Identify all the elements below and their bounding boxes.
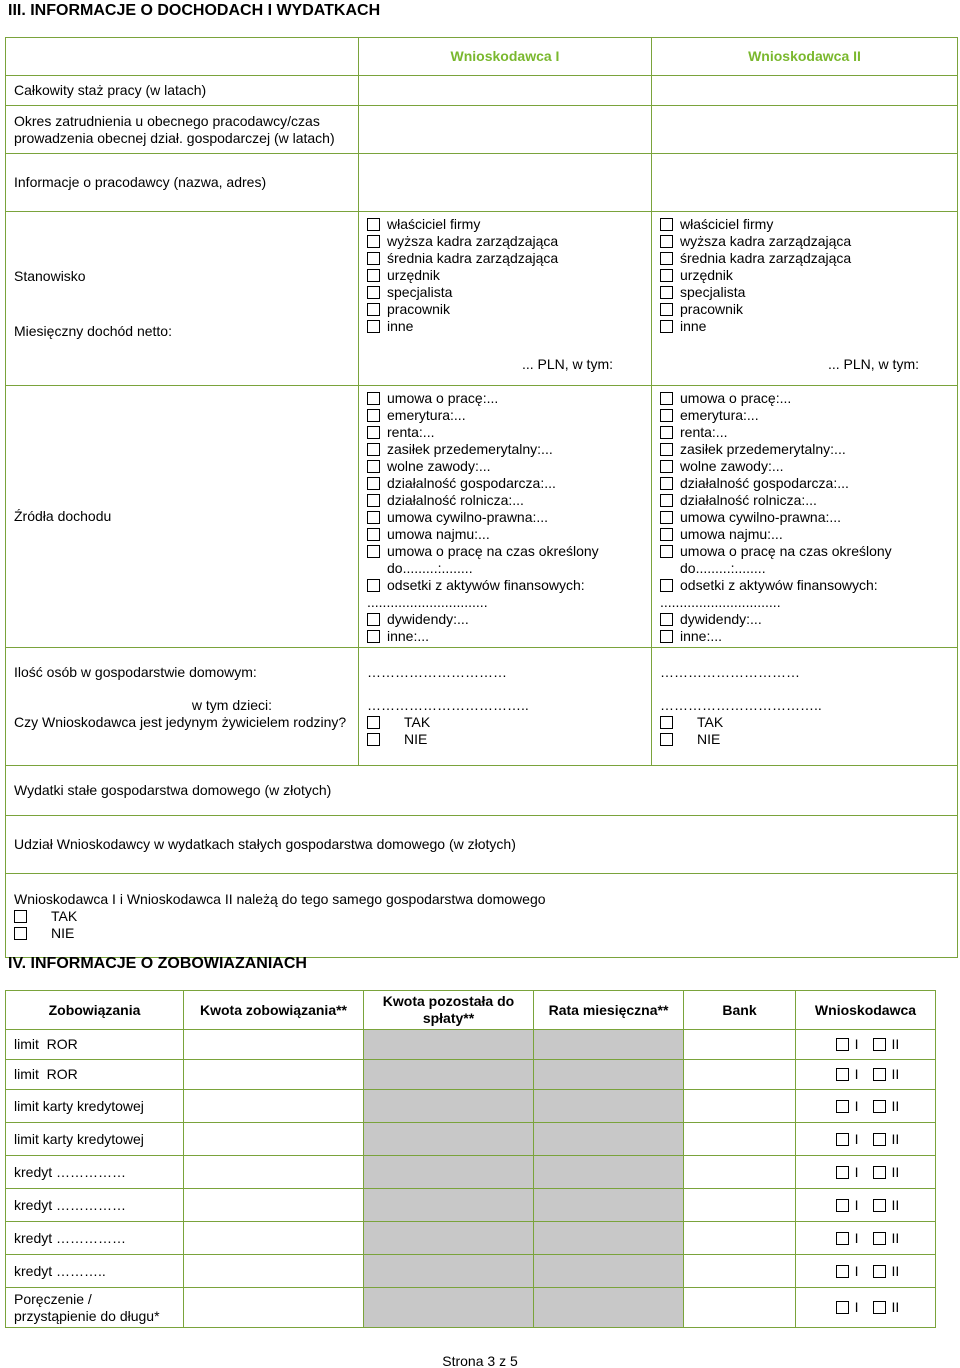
sources-2 (652, 386, 958, 648)
amount-cell[interactable] (184, 1189, 364, 1222)
amount-cell[interactable] (184, 1222, 364, 1255)
bank-cell[interactable] (684, 1255, 796, 1288)
source-option (367, 628, 643, 645)
input-employer-2[interactable] (652, 154, 958, 212)
section3-title: III. INFORMACJE O DOCHODACH I WYDATKACH (8, 2, 381, 19)
item-label: odsetki z aktywów finansowych: (387, 577, 585, 593)
applicant-ii-checkbox[interactable] (873, 1301, 886, 1314)
label-same-household: Wnioskodawca I i Wnioskodawca II należą do tego samego gospodarstwa domowego (14, 891, 546, 907)
checkbox[interactable] (367, 426, 380, 439)
applicant-ii-label: II (891, 1196, 900, 1213)
checkbox[interactable] (660, 630, 673, 643)
label-income: Miesięczny dochód netto: (14, 323, 172, 339)
checkbox[interactable] (660, 733, 673, 746)
item-label: dywidendy:... (387, 611, 469, 627)
applicant-i-label: I (854, 1163, 859, 1180)
checkbox[interactable] (660, 477, 673, 490)
item-label: zasiłek przedemerytalny:... (387, 441, 553, 457)
liability-type: limit ROR (6, 1060, 184, 1090)
liability-type: limit ROR (6, 1030, 184, 1060)
label-employment: Okres zatrudnienia u obecnego pracodawcy/czas prowadzenia obecnej dział. gospodarczej (w latach) (6, 106, 359, 154)
item-label: urzędnik (387, 267, 440, 283)
checkbox[interactable] (660, 579, 673, 592)
applicant-i-label: I (854, 1299, 859, 1315)
position-option (367, 301, 643, 318)
th-amount: Kwota zobowiązania** (184, 991, 364, 1030)
checkbox[interactable] (367, 613, 380, 626)
item-label: działalność gospodarcza:... (387, 475, 556, 491)
liability-type: Poręczenie / przystąpienie do długu* (6, 1288, 184, 1328)
label-position-income (6, 212, 359, 386)
applicant-i-checkbox[interactable] (836, 1068, 849, 1081)
household-1 (359, 648, 652, 766)
label-sources: Źródła dochodu (6, 386, 359, 648)
source-option (367, 475, 643, 492)
item-label: właściciel firmy (680, 216, 774, 232)
applicant-ii-label: II (891, 1036, 900, 1052)
source-option (367, 543, 643, 560)
income-amount (367, 356, 643, 373)
checkbox[interactable] (367, 269, 380, 282)
item-label: umowa cywilno-prawna:... (680, 509, 842, 525)
checkbox[interactable] (660, 460, 673, 473)
applicant-i-label: I (854, 1262, 859, 1279)
label-children: w tym dzieci: (191, 697, 272, 713)
positions-1 (359, 212, 652, 386)
installment-cell[interactable] (534, 1123, 684, 1156)
checkbox[interactable] (367, 303, 380, 316)
applicant-i-label: I (854, 1097, 859, 1114)
sole-earner-tak (660, 714, 949, 731)
label-seniority: Całkowity staż pracy (w latach) (6, 76, 359, 106)
bank-cell[interactable] (684, 1189, 796, 1222)
position-option (367, 267, 643, 284)
remaining-cell[interactable] (364, 1222, 534, 1255)
persons-dots (367, 664, 643, 681)
position-option (367, 284, 643, 301)
remaining-cell[interactable] (364, 1189, 534, 1222)
sole-earner-nie (367, 731, 643, 748)
table-row (6, 1090, 936, 1123)
header-empty (6, 38, 359, 76)
source-option (367, 509, 643, 526)
remaining-cell[interactable] (364, 1156, 534, 1189)
source-option (660, 492, 949, 509)
sources-1 (359, 386, 652, 648)
header-applicant-1: Wnioskodawca I (359, 38, 652, 76)
applicant-ii-checkbox[interactable] (873, 1199, 886, 1212)
applicant-choice (796, 1030, 936, 1060)
checkbox[interactable] (367, 235, 380, 248)
item-label: umowa najmu:... (387, 526, 490, 542)
item-label: umowa najmu:... (680, 526, 783, 542)
children-dots (367, 697, 643, 714)
item-label: inne (680, 318, 707, 334)
applicant-ii-label: II (891, 1262, 900, 1279)
amount-cell[interactable] (184, 1288, 364, 1328)
item-label: umowa o pracę na czas określony (387, 543, 599, 559)
item-label: ………………………… (660, 664, 800, 680)
table-row (6, 1123, 936, 1156)
input-seniority-2[interactable] (652, 76, 958, 106)
applicant-i-checkbox[interactable] (836, 1232, 849, 1245)
positions-2 (652, 212, 958, 386)
source-option (367, 526, 643, 543)
position-option (660, 233, 949, 250)
source-option (660, 407, 949, 424)
item-label: inne (387, 318, 414, 334)
applicant-i-checkbox[interactable] (836, 1038, 849, 1051)
checkbox[interactable] (660, 252, 673, 265)
remaining-cell[interactable] (364, 1060, 534, 1090)
item-label: ... PLN, w tym: (827, 356, 919, 372)
applicant-ii-checkbox[interactable] (873, 1166, 886, 1179)
checkbox[interactable] (367, 286, 380, 299)
page-footer: Strona 3 z 5 (442, 1353, 518, 1368)
position-option (660, 284, 949, 301)
bank-cell[interactable] (684, 1090, 796, 1123)
label-sole-earner: Czy Wnioskodawca jest jedynym żywicielem rodziny? (14, 714, 347, 730)
applicant-choice (796, 1156, 936, 1189)
position-option (660, 301, 949, 318)
bank-cell[interactable] (684, 1288, 796, 1328)
item-label: wyższa kadra zarządzająca (387, 233, 559, 249)
source-option (367, 492, 643, 509)
checkbox[interactable] (660, 443, 673, 456)
source-option (367, 424, 643, 441)
sole-earner-tak (367, 714, 643, 731)
item-label: średnia kadra zarządzająca (387, 250, 559, 266)
liability-type: kredyt …………… (6, 1189, 184, 1222)
item-label: ............................... (660, 594, 781, 610)
input-employment-1[interactable] (359, 106, 652, 154)
item-label: …………………………….. (367, 697, 529, 713)
applicant-i-label: I (854, 1196, 859, 1213)
item-label: emerytura:... (387, 407, 466, 423)
remaining-cell[interactable] (364, 1123, 534, 1156)
input-employment-2[interactable] (652, 106, 958, 154)
th-installment: Rata miesięczna** (534, 991, 684, 1030)
installment-cell[interactable] (534, 1189, 684, 1222)
applicant-choice (796, 1255, 936, 1288)
th-applicant: Wnioskodawca (796, 991, 936, 1030)
amount-cell[interactable] (184, 1060, 364, 1090)
applicant-ii-label: II (891, 1229, 900, 1246)
amount-cell[interactable] (184, 1030, 364, 1060)
source-option (660, 458, 949, 475)
item-label: średnia kadra zarządzająca (680, 250, 852, 266)
amount-cell[interactable] (184, 1255, 364, 1288)
bank-cell[interactable] (684, 1222, 796, 1255)
installment-cell[interactable] (534, 1255, 684, 1288)
position-option (367, 318, 643, 335)
checkbox[interactable] (660, 528, 673, 541)
income-table (5, 37, 958, 958)
installment-cell[interactable] (534, 1060, 684, 1090)
item-label: ………………………… (367, 664, 507, 680)
source-option (660, 475, 949, 492)
source-option (660, 543, 949, 560)
source-option (367, 390, 643, 407)
checkbox[interactable] (660, 303, 673, 316)
checkbox[interactable] (660, 426, 673, 439)
item-label: TAK (697, 714, 724, 730)
installment-cell[interactable] (534, 1288, 684, 1328)
position-option (367, 250, 643, 267)
checkbox[interactable] (660, 409, 673, 422)
applicant-ii-checkbox[interactable] (873, 1100, 886, 1113)
applicant-ii-checkbox[interactable] (873, 1265, 886, 1278)
checkbox[interactable] (660, 511, 673, 524)
position-option (660, 216, 949, 233)
checkbox[interactable] (660, 269, 673, 282)
item-label: wyższa kadra zarządzająca (680, 233, 852, 249)
checkbox[interactable] (367, 579, 380, 592)
checkbox[interactable] (660, 320, 673, 333)
checkbox[interactable] (660, 494, 673, 507)
item-label: działalność rolnicza:... (680, 492, 817, 508)
applicant-choice (796, 1288, 936, 1328)
checkbox[interactable] (367, 545, 380, 558)
applicant-i-checkbox[interactable] (836, 1265, 849, 1278)
checkbox[interactable] (367, 630, 380, 643)
household-2 (652, 648, 958, 766)
item-label: …………………………….. (660, 697, 822, 713)
checkbox[interactable] (660, 235, 673, 248)
item-label: NIE (404, 731, 428, 747)
applicant-i-label: I (854, 1130, 859, 1147)
applicant-i-checkbox[interactable] (836, 1133, 849, 1146)
source-option (660, 577, 949, 594)
item-label: zasiłek przedemerytalny:... (680, 441, 846, 457)
checkbox[interactable] (367, 477, 380, 490)
checkbox[interactable] (367, 460, 380, 473)
th-liabilities: Zobowiązania (6, 991, 184, 1030)
applicant-ii-label: II (891, 1097, 900, 1114)
remaining-cell[interactable] (364, 1030, 534, 1060)
label-share-expenses: Udział Wnioskodawcy w wydatkach stałych gospodarstwa domowego (w złotych) (6, 816, 958, 874)
remaining-cell[interactable] (364, 1090, 534, 1123)
checkbox[interactable] (660, 545, 673, 558)
checkbox[interactable] (660, 716, 673, 729)
label-employer: Informacje o pracodawcy (nazwa, adres) (6, 154, 359, 212)
applicant-ii-checkbox[interactable] (873, 1232, 886, 1245)
source-option (660, 390, 949, 407)
input-employer-1[interactable] (359, 154, 652, 212)
liability-type: kredyt …………… (6, 1222, 184, 1255)
bank-cell[interactable] (684, 1060, 796, 1090)
applicant-ii-checkbox[interactable] (873, 1068, 886, 1081)
item-label: działalność rolnicza:... (387, 492, 524, 508)
applicant-choice (796, 1222, 936, 1255)
source-option (367, 577, 643, 594)
position-option (660, 318, 949, 335)
table-row (6, 1189, 936, 1222)
applicant-i-label: I (854, 1036, 859, 1052)
item-label: inne:... (387, 628, 430, 644)
applicant-choice (796, 1189, 936, 1222)
bank-cell[interactable] (684, 1030, 796, 1060)
item-label: działalność gospodarcza:... (680, 475, 849, 491)
item-label: wolne zawody:... (387, 458, 491, 474)
checkbox[interactable] (660, 613, 673, 626)
item-label: renta:... (387, 424, 435, 440)
checkbox[interactable] (367, 443, 380, 456)
checkbox[interactable] (367, 409, 380, 422)
applicant-ii-label: II (891, 1299, 900, 1315)
applicant-ii-label: II (891, 1066, 900, 1082)
same-household-nie-checkbox[interactable] (14, 927, 27, 940)
item-label: renta:... (680, 424, 728, 440)
checkbox[interactable] (367, 733, 380, 746)
source-option (367, 407, 643, 424)
source-option (367, 441, 643, 458)
remaining-cell[interactable] (364, 1255, 534, 1288)
source-do (660, 560, 949, 577)
tak-label: TAK (51, 908, 78, 924)
item-label: dywidendy:... (680, 611, 762, 627)
applicant-choice (796, 1060, 936, 1090)
position-option (367, 233, 643, 250)
source-option (367, 611, 643, 628)
table-row (6, 1222, 936, 1255)
same-household (6, 874, 958, 958)
item-label: TAK (404, 714, 431, 730)
installment-cell[interactable] (534, 1222, 684, 1255)
source-option (660, 441, 949, 458)
item-label: odsetki z aktywów finansowych: (680, 577, 878, 593)
table-row (6, 1255, 936, 1288)
item-label: pracownik (387, 301, 451, 317)
source-dots (660, 594, 949, 611)
liability-type: limit karty kredytowej (6, 1090, 184, 1123)
applicant-choice (796, 1123, 936, 1156)
checkbox[interactable] (367, 716, 380, 729)
remaining-cell[interactable] (364, 1288, 534, 1328)
label-persons: Ilość osób w gospodarstwie domowym: (14, 664, 257, 680)
sole-earner-nie (660, 731, 949, 748)
liability-type: kredyt ……….. (6, 1255, 184, 1288)
checkbox[interactable] (367, 511, 380, 524)
income-amount (660, 356, 949, 373)
source-dots (367, 594, 643, 611)
amount-cell[interactable] (184, 1156, 364, 1189)
same-household-tak-checkbox[interactable] (14, 910, 27, 923)
table-row (6, 1156, 936, 1189)
installment-cell[interactable] (534, 1156, 684, 1189)
checkbox[interactable] (367, 252, 380, 265)
checkbox[interactable] (367, 320, 380, 333)
installment-cell[interactable] (534, 1030, 684, 1060)
applicant-i-checkbox[interactable] (836, 1166, 849, 1179)
persons-dots (660, 664, 949, 681)
bank-cell[interactable] (684, 1156, 796, 1189)
item-label: do.........:........ (387, 560, 473, 576)
item-label: NIE (697, 731, 721, 747)
checkbox[interactable] (367, 528, 380, 541)
item-label: ............................... (367, 594, 488, 610)
nie-label: NIE (51, 925, 75, 941)
source-option (660, 611, 949, 628)
liability-type: kredyt …………… (6, 1156, 184, 1189)
item-label: inne:... (680, 628, 723, 644)
label-fixed-expenses: Wydatki stałe gospodarstwa domowego (w złotych) (6, 766, 958, 816)
item-label: umowa cywilno-prawna:... (387, 509, 549, 525)
amount-cell[interactable] (184, 1090, 364, 1123)
item-label: umowa o pracę na czas określony (680, 543, 892, 559)
checkbox[interactable] (367, 494, 380, 507)
applicant-ii-checkbox[interactable] (873, 1133, 886, 1146)
th-bank: Bank (684, 991, 796, 1030)
bank-cell[interactable] (684, 1123, 796, 1156)
applicant-ii-checkbox[interactable] (873, 1038, 886, 1051)
source-option (660, 526, 949, 543)
applicant-choice (796, 1090, 936, 1123)
header-applicant-2: Wnioskodawca II (652, 38, 958, 76)
checkbox[interactable] (367, 218, 380, 231)
item-label: specjalista (680, 284, 746, 300)
source-option (660, 509, 949, 526)
checkbox[interactable] (660, 392, 673, 405)
th-remaining: Kwota pozostała do spłaty** (364, 991, 534, 1030)
table-row (6, 1288, 936, 1328)
label-position: Stanowisko (14, 268, 86, 284)
item-label: właściciel firmy (387, 216, 481, 232)
item-label: umowa o pracę:... (387, 390, 499, 406)
section4-title: IV. INFORMACJE O ZOBOWIAZANIACH (8, 955, 307, 972)
checkbox[interactable] (367, 392, 380, 405)
position-option (660, 267, 949, 284)
label-household (6, 648, 359, 766)
applicant-i-checkbox[interactable] (836, 1301, 849, 1314)
input-seniority-1[interactable] (359, 76, 652, 106)
source-option (660, 424, 949, 441)
checkbox[interactable] (660, 218, 673, 231)
source-option (660, 628, 949, 645)
amount-cell[interactable] (184, 1123, 364, 1156)
children-dots (660, 697, 949, 714)
source-option (367, 458, 643, 475)
item-label: specjalista (387, 284, 453, 300)
item-label: urzędnik (680, 267, 733, 283)
item-label: ... PLN, w tym: (521, 356, 613, 372)
item-label: do.........:........ (680, 560, 766, 576)
applicant-i-checkbox[interactable] (836, 1100, 849, 1113)
liabilities-table (5, 990, 936, 1328)
installment-cell[interactable] (534, 1090, 684, 1123)
table-row (6, 1060, 936, 1090)
applicant-ii-label: II (891, 1163, 900, 1180)
item-label: wolne zawody:... (680, 458, 784, 474)
source-do (367, 560, 643, 577)
position-option (367, 216, 643, 233)
position-option (660, 250, 949, 267)
item-label: emerytura:... (680, 407, 759, 423)
applicant-i-checkbox[interactable] (836, 1199, 849, 1212)
liability-type: limit karty kredytowej (6, 1123, 184, 1156)
item-label: pracownik (680, 301, 744, 317)
applicant-i-label: I (854, 1066, 859, 1082)
table-row (6, 1030, 936, 1060)
item-label: umowa o pracę:... (680, 390, 792, 406)
checkbox[interactable] (660, 286, 673, 299)
applicant-ii-label: II (891, 1130, 900, 1147)
applicant-i-label: I (854, 1229, 859, 1246)
